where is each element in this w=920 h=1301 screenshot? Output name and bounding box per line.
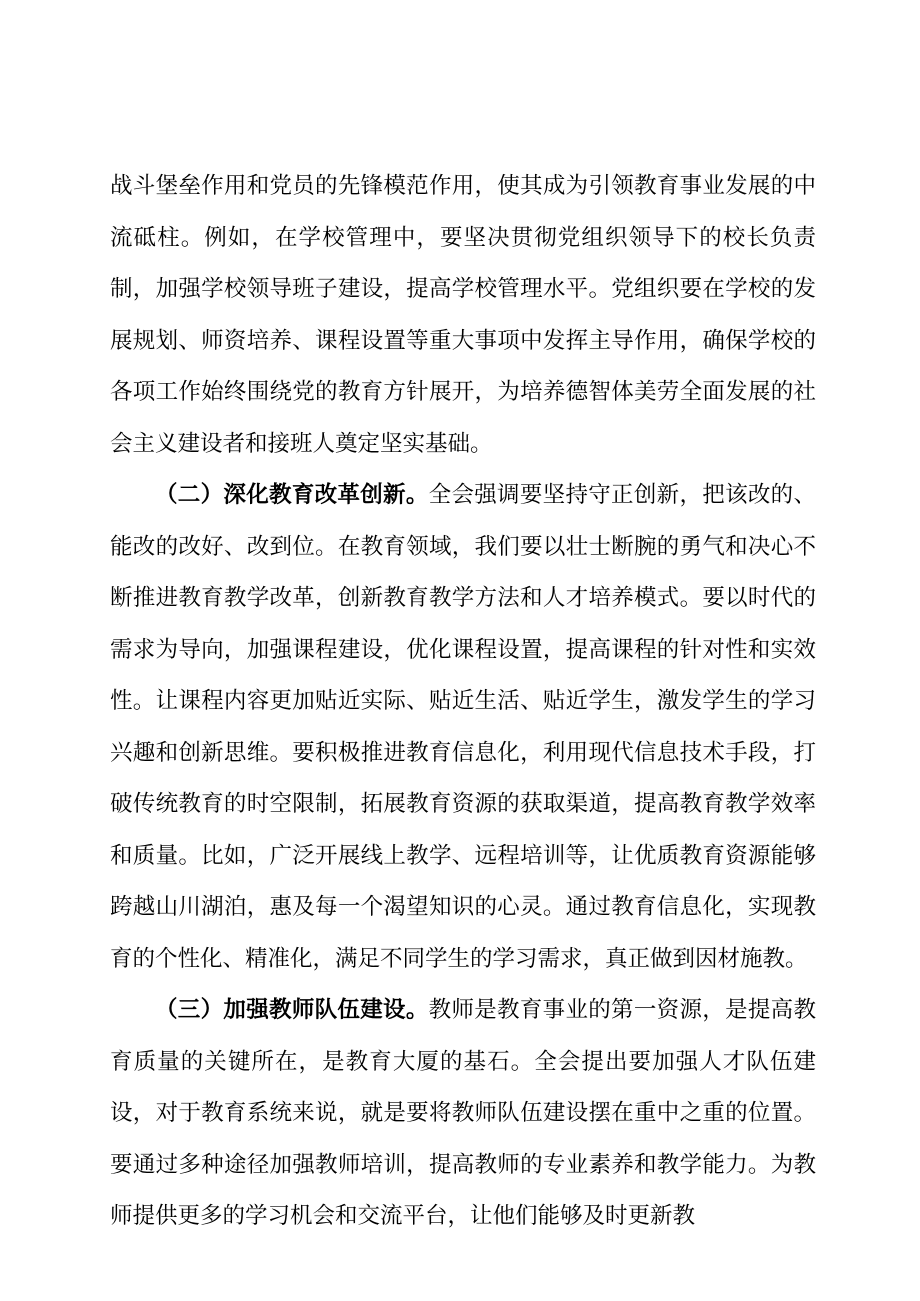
paragraph-continuation [110,161,816,470]
document-page [110,161,816,1243]
paragraph-section-2 [110,470,816,985]
section-heading: （二）深化教育改革创新。 [155,482,429,508]
paragraph-body: 战斗堡垒作用和党员的先锋模范作用，使其成为引领教育事业发展的中流砥柱。例如，在学校管理中，要坚决贯彻党组织领导下的校长负责制，加强学校领导班子建设，提高学校管理水平。党组织要在学校的发展规划、师资培养、课程设置等重大事项中发挥主导作用，确保学校的各项工作始终围绕党的教育方针展开，为培养德智体美劳全面发展的社会主义建设者和接班人奠定坚实基础。 [110,173,816,457]
paragraph-body: 教师是教育事业的第一资源，是提高教育质量的关键所在，是教育大厦的基石。全会提出要加强人才队伍建设，对于教育系统来说，就是要将教师队伍建设摆在重中之重的位置。要通过多种途径加强教师培训，提高教师的专业素养和教学能力。为教师提供更多的学习机会和交流平台，让他们能够及时更新教 [110,997,816,1229]
paragraph-section-3 [110,985,816,1243]
paragraph-body: 全会强调要坚持守正创新，把该改的、能改的改好、改到位。在教育领域，我们要以壮士断腕的勇气和决心不断推进教育教学改革，创新教育教学方法和人才培养模式。要以时代的需求为导向，加强课程建设，优化课程设置，提高课程的针对性和实效性。让课程内容更加贴近实际、贴近生活、贴近学生，激发学生的学习兴趣和创新思维。要积极推进教育信息化，利用现代信息技术手段，打破传统教育的时空限制，拓展教育资源的获取渠道，提高教育教学效率和质量。比如，广泛开展线上教学、远程培训等，让优质教育资源能够跨越山川湖泊，惠及每一个渴望知识的心灵。通过教育信息化，实现教育的个性化、精准化，满足不同学生的学习需求，真正做到因材施教。 [110,482,816,972]
section-heading: （三）加强教师队伍建设。 [155,997,429,1023]
